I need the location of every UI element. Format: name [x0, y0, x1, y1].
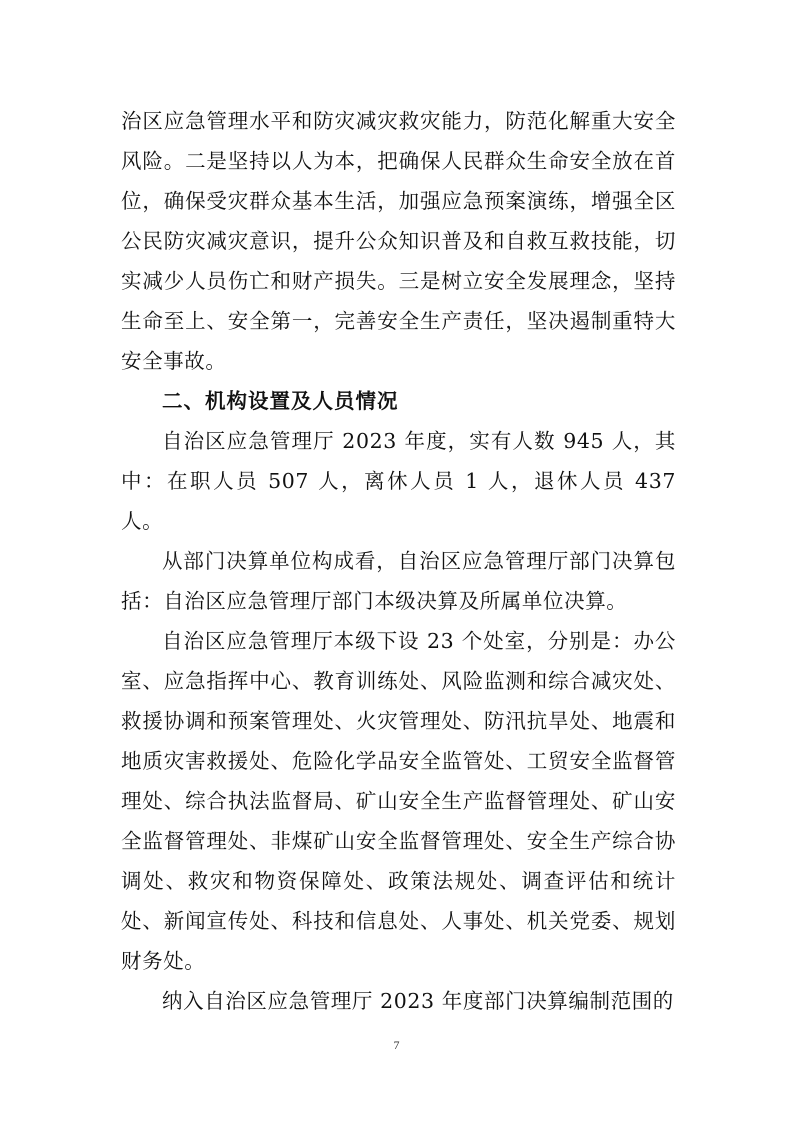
paragraph-unit-composition: 从部门决算单位构成看，自治区应急管理厅部门决算包括：自治区应急管理厅部门本级决算及所属单位决算。 [121, 549, 676, 613]
paragraph-staffing: 自治区应急管理厅 2023 年度，实有人数 945 人，其中：在职人员 507 人，离休人员 1 人，退休人员 437 人。 [121, 429, 676, 533]
page-number: 7 [393, 1038, 400, 1052]
section-heading: 二、机构设置及人员情况 [162, 389, 399, 413]
paragraph-continuation: 治区应急管理水平和防灾减灾救灾能力，防范化解重大安全风险。二是坚持以人为本，把确保人民群众生命安全放在首位，确保受灾群众基本生活，加强应急预案演练，增强全区公民防灾减灾意识，提升公众知识普及和自救互救技能，切实减少人员伤亡和财产损失。三是树立安全发展理念，坚持生命至上、安全第一，完善安全生产责任，坚决遏制重特大安全事故。 [121, 109, 676, 373]
paragraph-departments: 自治区应急管理厅本级下设 23 个处室，分别是：办公室、应急指挥中心、教育训练处、风险监测和综合减灾处、救援协调和预案管理处、火灾管理处、防汛抗旱处、地震和地质灾害救援处、危险化学品安全监管处、工贸安全监督管理处、综合执法监督局、矿山安全生产监督管理处、矿山安全监督管理处、非煤矿山安全监督管理处、安全生产综合协调处、救灾和物资保障处、政策法规处、调查评估和统计处、新闻宣传处、科技和信息处、人事处、机关党委、规划财务处。 [121, 629, 676, 973]
paragraph-scope: 纳入自治区应急管理厅 2023 年度部门决算编制范围的 [162, 989, 674, 1013]
body-text [121, 101, 676, 1021]
